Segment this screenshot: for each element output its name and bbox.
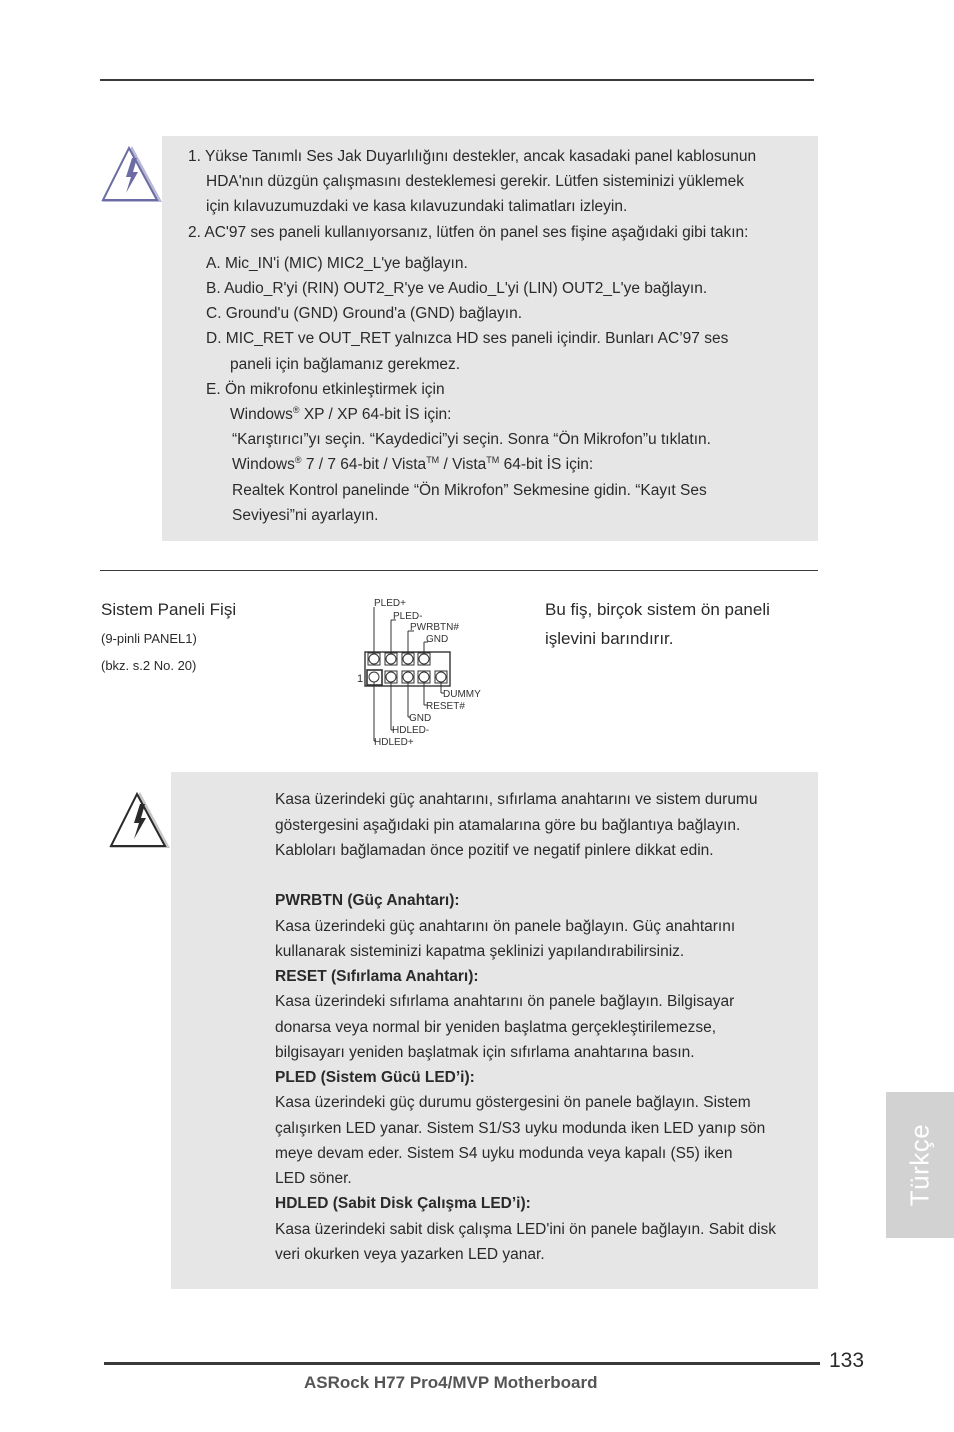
page-number: 133 [829, 1349, 865, 1372]
note2-pwrbtn-2: kullanarak sisteminizi kapatma şeklinizi yapılandırabilirsiniz. [275, 943, 685, 960]
note2-pwrbtn-title: PWRBTN (Güç Anahtarı): [275, 892, 460, 909]
panel-pin-diagram [352, 596, 492, 748]
section-title: Sistem Paneli Fişi [101, 600, 237, 619]
note2-reset-2: donarsa veya normal bir yeniden başlatma gerçekleştirilemezse, [275, 1019, 717, 1036]
warning-icon [108, 790, 172, 857]
note2-intro-1: Kasa üzerindeki güç anahtarını, sıfırlama anahtarını ve sistem durumu [275, 791, 758, 808]
top-rule [100, 79, 814, 81]
section-desc-2: işlevini barındırır. [545, 629, 674, 648]
section-desc-1: Bu fiş, birçok sistem ön paneli [545, 600, 770, 619]
section-subtitle-2: (bkz. s.2 No. 20) [101, 658, 197, 673]
note2-hdled-2: veri okurken veya yazarken LED yanar. [275, 1246, 545, 1263]
note2-intro-2: göstergesini aşağıdaki pin atamalarına göre bu bağlantıya bağlayın. [275, 817, 741, 834]
note2-hdled-title: HDLED (Sabit Disk Çalışma LED’i): [275, 1195, 531, 1212]
pin-label-pled-plus: PLED+ [374, 598, 406, 609]
note2-reset-title: RESET (Sıfırlama Anahtarı): [275, 968, 479, 985]
pin-label-gnd-top: GND [426, 634, 449, 645]
note1-line-d2: paneli için bağlamanız gerekmez. [230, 356, 461, 373]
note2-pled-4: LED söner. [275, 1170, 352, 1187]
note1-line-2: HDA'nın düzgün çalışmasını desteklemesi gerekir. Lütfen sisteminizi yüklemek [206, 173, 744, 190]
note2-pled-1: Kasa üzerindeki güç durumu göstergesini ön panele bağlayın. Sistem [275, 1094, 751, 1111]
pin-one-marker: 1 [357, 673, 364, 685]
note2-pled-3: meye devam eder. Sistem S4 uyku modunda veya kapalı (S5) iken [275, 1145, 733, 1162]
pin-label-reset: RESET# [426, 701, 465, 712]
pin-label-hdled-minus: HDLED- [392, 725, 430, 736]
note1-line-e: E. Ön mikrofonu etkinleştirmek için [206, 381, 445, 398]
section-rule [100, 570, 818, 571]
language-tab-label: Türkçe [904, 1123, 935, 1207]
note2-pwrbtn-1: Kasa üzerindeki güç anahtarını ön panele bağlayın. Güç anahtarını [275, 918, 736, 935]
section-subtitle-1: (9-pinli PANEL1) [101, 631, 197, 646]
note2-reset-3: bilgisayarı yeniden başlatmak için sıfırlama anahtarına basın. [275, 1044, 695, 1061]
pin-label-pwrbtn: PWRBTN# [410, 622, 459, 633]
note2-pled-title: PLED (Sistem Gücü LED’i): [275, 1069, 475, 1086]
note1-windows-7: Windows® 7 / 7 64-bit / Vista™ / Vista™ 64-bit İS için: [232, 455, 594, 473]
pin-label-pled-minus: PLED- [393, 611, 423, 622]
footer-product-name: ASRock H77 Pro4/MVP Motherboard [304, 1373, 598, 1392]
note1-realtek-2: Seviyesi”ni ayarlayın. [232, 507, 379, 524]
note2-reset-1: Kasa üzerindeki sıfırlama anahtarını ön panele bağlayın. Bilgisayar [275, 993, 735, 1010]
warning-icon [100, 144, 164, 211]
note1-line-3: için kılavuzumuzdaki ve kasa kılavuzundaki talimatları izleyin. [206, 198, 628, 215]
note2-pled-2: çalışırken LED yanar. Sistem S1/S3 uyku modunda iken LED yanıp sön [275, 1120, 766, 1137]
pin-label-dummy: DUMMY [443, 689, 481, 700]
pin-label-hdled-plus: HDLED+ [374, 737, 414, 748]
note1-line-c: C. Ground'u (GND) Ground'a (GND) bağlayın. [206, 305, 523, 322]
footer-rule [104, 1362, 820, 1365]
note1-windows-xp: Windows® XP / XP 64-bit İS için: [230, 405, 452, 423]
note1-line-a: A. Mic_IN'i (MIC) MIC2_L'ye bağlayın. [206, 255, 468, 272]
note1-mixer-line: “Karıştırıcı”yı seçin. “Kaydedici”yi seçin. Sonra “Ön Mikrofon”u tıklatın. [232, 431, 711, 448]
note1-line-b: B. Audio_R'yi (RIN) OUT2_R'ye ve Audio_L'yi (LIN) OUT2_L'ye bağlayın. [206, 280, 708, 297]
pin-label-gnd-bottom: GND [409, 713, 432, 724]
note1-line-d: D. MIC_RET ve OUT_RET yalnızca HD ses paneli içindir. Bunları AC’97 ses [206, 330, 729, 347]
note1-realtek-1: Realtek Kontrol panelinde “Ön Mikrofon” Sekmesine gidin. “Kayıt Ses [232, 482, 707, 499]
note2-intro-3: Kabloları bağlamadan önce pozitif ve negatif pinlere dikkat edin. [275, 842, 714, 859]
note2-hdled-1: Kasa üzerindeki sabit disk çalışma LED'ini ön panele bağlayın. Sabit disk [275, 1221, 776, 1238]
note1-line-1: 1. Yükse Tanımlı Ses Jak Duyarlılığını destekler, ancak kasadaki panel kablosunun [188, 148, 757, 165]
language-side-tab [886, 1092, 954, 1238]
note1-line-4: 2. AC'97 ses paneli kullanıyorsanız, lütfen ön panel ses fişine aşağıdaki gibi takın: [188, 224, 749, 241]
